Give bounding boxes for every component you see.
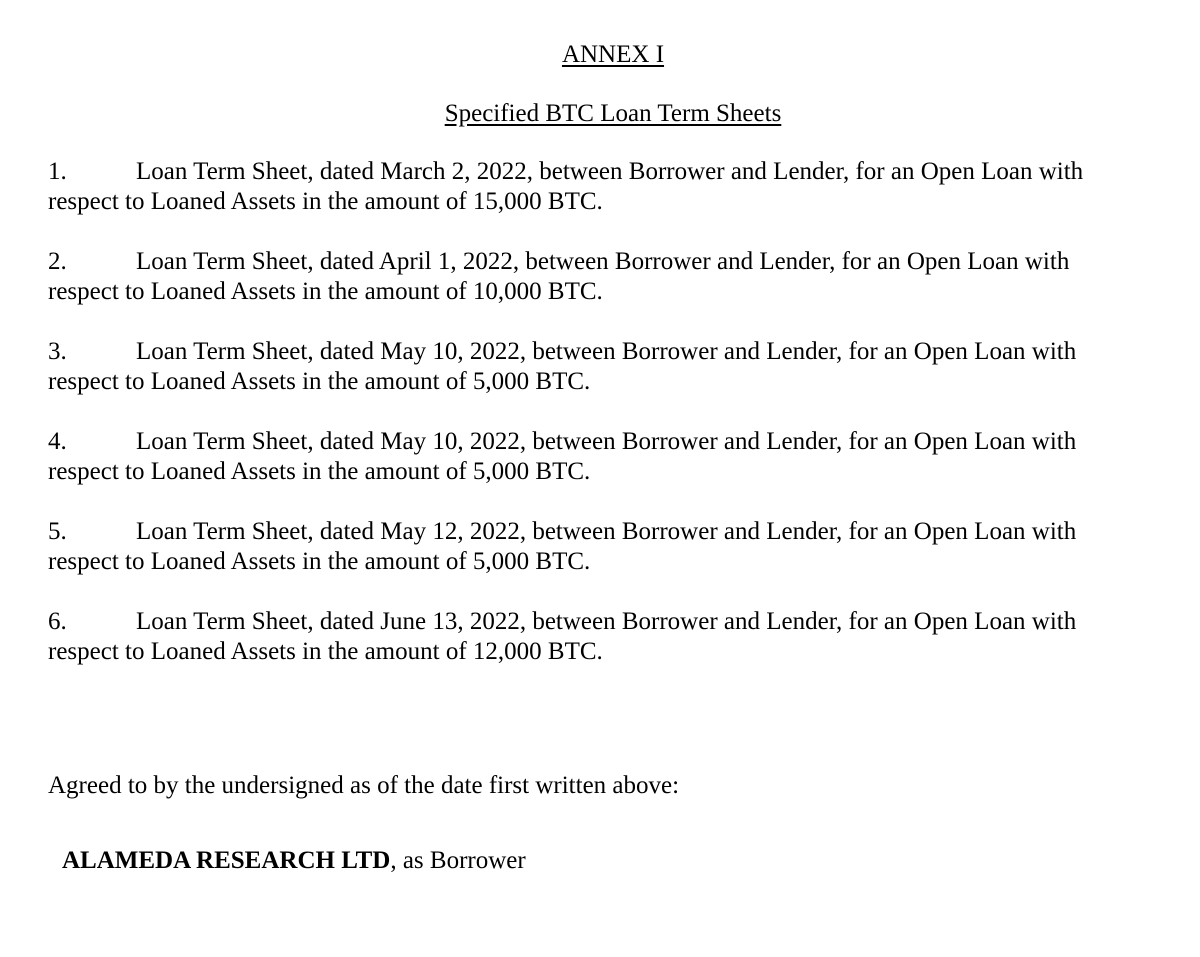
list-item-2 bbox=[48, 247, 1168, 307]
list-item-line1 bbox=[48, 247, 1168, 277]
annex-title: ANNEX I bbox=[561, 41, 665, 68]
list-item-3 bbox=[48, 337, 1168, 397]
list-item-line2: respect to Loaned Assets in the amount of 5,000 BTC. bbox=[48, 458, 591, 485]
list-item-line2: respect to Loaned Assets in the amount of 5,000 BTC. bbox=[48, 548, 591, 575]
list-item-line2: respect to Loaned Assets in the amount of 15,000 BTC. bbox=[48, 188, 603, 215]
list-item-text: Loan Term Sheet, dated June 13, 2022, between Borrower and Lender, for an Open Loan with bbox=[136, 608, 1077, 635]
list-item-line1 bbox=[48, 157, 1168, 187]
list-item-line1 bbox=[48, 607, 1168, 637]
list-item-line2: respect to Loaned Assets in the amount of 5,000 BTC. bbox=[48, 368, 591, 395]
borrower-signature-line bbox=[62, 846, 526, 876]
list-item-text: Loan Term Sheet, dated May 10, 2022, between Borrower and Lender, for an Open Loan with bbox=[136, 428, 1077, 455]
list-item-4 bbox=[48, 427, 1168, 487]
borrower-role: , as Borrower bbox=[390, 847, 526, 874]
borrower-name: ALAMEDA RESEARCH LTD bbox=[62, 847, 391, 874]
list-item-text: Loan Term Sheet, dated May 12, 2022, between Borrower and Lender, for an Open Loan with bbox=[136, 518, 1077, 545]
list-item-number: 6. bbox=[48, 608, 67, 635]
list-item-number: 2. bbox=[48, 248, 67, 275]
list-item-6 bbox=[48, 607, 1168, 667]
list-item-number: 5. bbox=[48, 518, 67, 545]
list-item-line1 bbox=[48, 337, 1168, 367]
list-item-5 bbox=[48, 517, 1168, 577]
list-item-number: 1. bbox=[48, 158, 67, 185]
list-item-text: Loan Term Sheet, dated March 2, 2022, between Borrower and Lender, for an Open Loan with bbox=[136, 158, 1084, 185]
list-item-number: 3. bbox=[48, 338, 67, 365]
list-item-text: Loan Term Sheet, dated April 1, 2022, between Borrower and Lender, for an Open Loan with bbox=[136, 248, 1070, 275]
list-item-line2: respect to Loaned Assets in the amount of 12,000 BTC. bbox=[48, 638, 603, 665]
list-item-line2: respect to Loaned Assets in the amount of 10,000 BTC. bbox=[48, 278, 603, 305]
list-item-number: 4. bbox=[48, 428, 67, 455]
document-subtitle: Specified BTC Loan Term Sheets bbox=[444, 100, 782, 127]
list-item-line1 bbox=[48, 427, 1168, 457]
agreement-statement: Agreed to by the undersigned as of the date first written above: bbox=[48, 772, 680, 799]
list-item-text: Loan Term Sheet, dated May 10, 2022, between Borrower and Lender, for an Open Loan with bbox=[136, 338, 1077, 365]
list-item-1 bbox=[48, 157, 1168, 217]
list-item-line1 bbox=[48, 517, 1168, 547]
